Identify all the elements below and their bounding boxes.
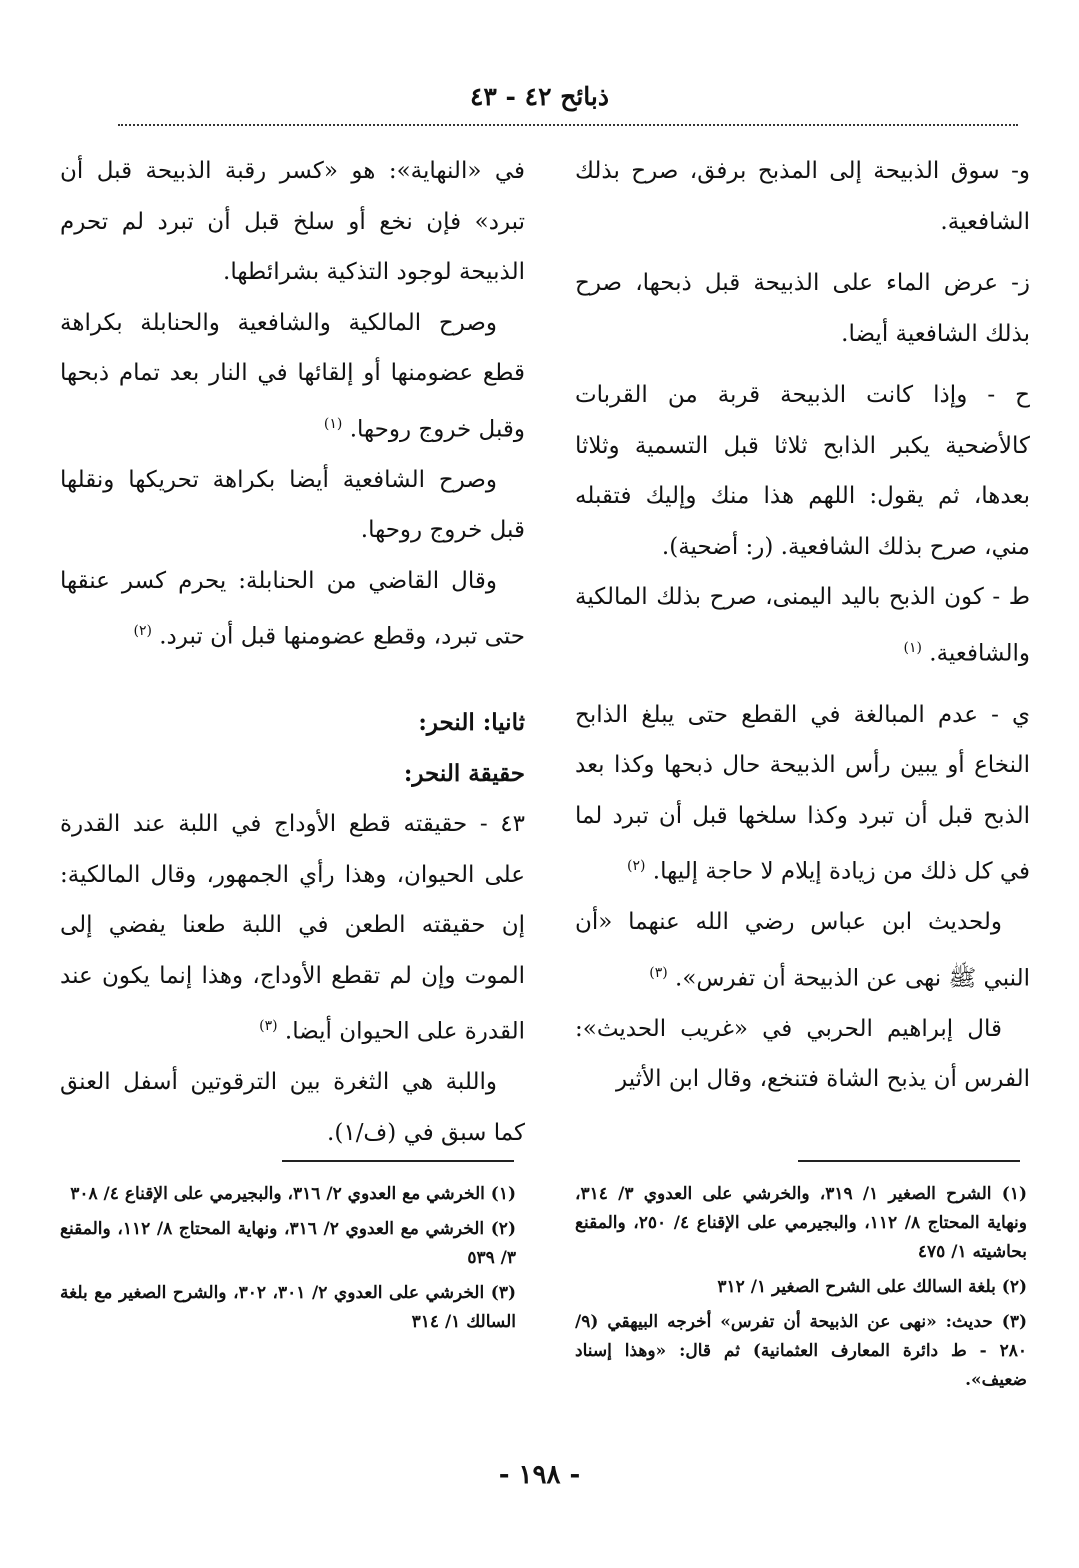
paragraph-ya-text: ي - عدم المبالغة في القطع حتى يبلغ الذابح النخاع أو يبين رأس الذبيحة حال ذبحها وكذا بعد الذبح قبل أن تبرد وكذا سلخها قبل أن تبرد لما في كل ذلك من زيادة إيلام لا حاجة إليها. <box>575 701 1030 885</box>
paragraph-karaha <box>60 298 525 455</box>
paragraph-tahrik: وصرح الشافعية أيضا بكراهة تحريكها ونقلها قبل خروج روحها. <box>60 466 525 544</box>
footnote: (١) الخرشي مع العدوي ٢/ ٣١٦، والبجيرمي على الإقناع ٤/ ٣٠٨ <box>70 1184 516 1204</box>
paragraph-ha: ح - وإذا كانت الذبيحة قربة من القربات كالأضحية يكبر الذابح ثلاثا قبل التسمية وثلاثا بعدها، ثم يقول: اللهم هذا منك وإليك فتقبله مني، صرح بذلك الشافعية. (ر: أضحية). <box>575 382 1030 560</box>
left-column <box>60 146 525 1158</box>
paragraph-haqiqa <box>60 799 525 1057</box>
footnote-marker: (١) <box>903 639 922 656</box>
running-header: ذبائح ٤٢ - ٤٣ <box>469 82 610 111</box>
footnote: (٣) حديث: «نهى عن الذبيحة أن تفرس» أخرجه البيهقي (٩/ ٢٨٠ - ط دائرة المعارف العثمانية) ثم قال: «وهذا إسناد ضعيف». <box>575 1312 1027 1390</box>
paragraph-ya <box>575 690 1030 898</box>
footnote-rule-left <box>282 1160 514 1162</box>
footnotes-right <box>575 1180 1027 1401</box>
footnote-marker: (٣) <box>649 964 668 981</box>
paragraph-haqiqa-text: ٤٣ - حقيقته قطع الأوداج في اللبة عند القدرة على الحيوان، وهذا رأي الجمهور، وقال المالكية: إن حقيقته الطعن في اللبة طعنا يفضي إلى الموت وإن لم تقطع الأوداج، وهذا إنما يكون عند القدرة على الحيوان أيضا. <box>60 811 525 1045</box>
paragraph-waw: و- سوق الذبيحة إلى المذبح برفق، صرح بذلك الشافعية. <box>575 158 1030 235</box>
page-number: - ١٩٨ - <box>498 1460 581 1490</box>
footnotes-left <box>60 1180 516 1343</box>
footnote-marker: (١) <box>323 415 343 432</box>
paragraph-zay: ز- عرض الماء على الذبيحة قبل ذبحها، صرح بذلك الشافعية أيضا. <box>575 270 1030 347</box>
paragraph-qadi-text: وقال القاضي من الحنابلة: يحرم كسر عنقها حتى تبرد، وقطع عضومنها قبل أن تبرد. <box>60 567 525 650</box>
subsection-heading: حقيقة النحر: <box>403 759 525 787</box>
paragraph-ta-text: ط - كون الذبح باليد اليمنى، صرح بذلك المالكية والشافعية. <box>575 584 1030 667</box>
paragraph-karaha-text: وصرح المالكية والشافعية والحنابلة بكراهة قطع عضومنها أو إلقائها في النار بعد تمام ذبحها وقبل خروج روحها. <box>60 309 525 443</box>
right-column <box>575 146 1030 1105</box>
footnote-marker: (٣) <box>259 1018 278 1035</box>
section-heading: ثانيا: النحر: <box>418 709 525 737</box>
footnote: (٢) بلغة السالك على الشرح الصغير ١/ ٣١٢ <box>717 1277 1027 1297</box>
paragraph-qadi <box>60 556 525 663</box>
footnote: (٣) الخرشي على العدوي ٢/ ٣٠١، ٣٠٢، والشرح الصغير مع بلغة السالك ١/ ٣١٤ <box>60 1283 516 1332</box>
footnote-marker: (٢) <box>627 858 646 875</box>
paragraph-labba: واللبة هي الثغرة بين الترقوتين أسفل العنق كما سبق في (ف/١). <box>60 1069 525 1146</box>
footnote-rule-right <box>798 1160 1020 1162</box>
footnote: (١) الشرح الصغير ١/ ٣١٩، والخرشي على العدوي ٣/ ٣١٤، ونهاية المحتاج ٨/ ١١٢، والبجيرمي على الإقناع ٤/ ٢٥٠، والمقنع بحاشيته ١/ ٤٧٥ <box>575 1184 1027 1262</box>
footnote: (٢) الخرشي مع العدوي ٢/ ٣١٦، ونهاية المحتاج ٨/ ١١٢، والمقنع ٣/ ٥٣٩ <box>60 1219 516 1268</box>
header-dotted-rule <box>118 124 1018 126</box>
paragraph-harbi: قال إبراهيم الحربي في «غريب الحديث»: الفرس أن يذبح الشاة فتنخع، وقال ابن الأثير <box>575 1015 1030 1093</box>
footnote-marker: (٢) <box>133 623 152 640</box>
paragraph-hadith <box>575 897 1030 1004</box>
paragraph-nihaya: في «النهاية»: هو «كسر رقبة الذبيحة قبل أن تبرد» فإن نخع أو سلخ قبل أن تبرد لم تحرم الذبيحة لوجود التذكية بشرائطها. <box>60 158 525 285</box>
paragraph-ta <box>575 572 1030 679</box>
paragraph-hadith-text: ولحديث ابن عباس رضي الله عنهما «أن النبي ﷺ نهى عن الذبيحة أن تفرس». <box>575 909 1030 992</box>
